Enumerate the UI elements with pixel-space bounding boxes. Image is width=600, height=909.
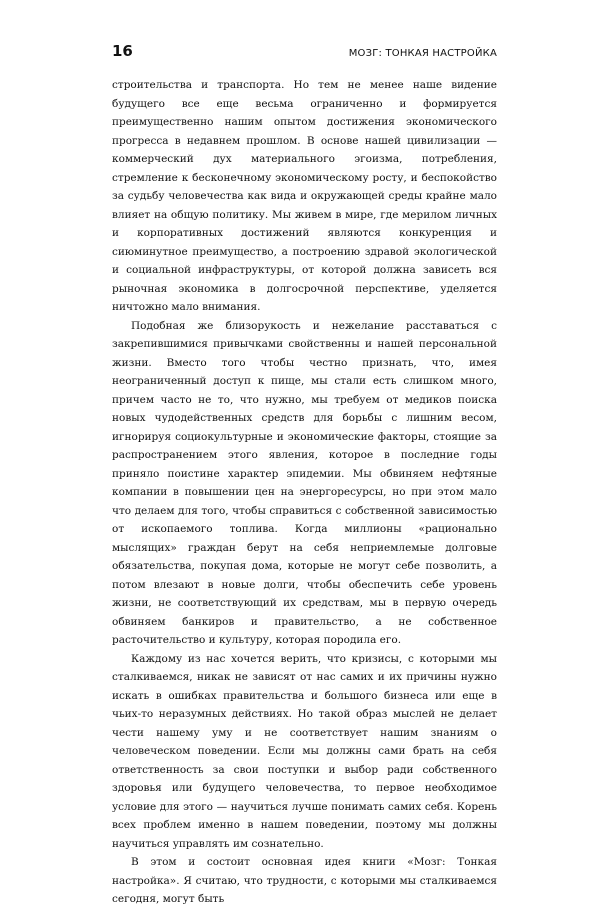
body-text	[112, 76, 497, 909]
paragraph: Подобная же близорукость и нежелание расставаться с закрепившимися привычками свойственны и нашей персональной жизни. Вместо того чтобы честно признать, что, имея неограниченный доступ к пище, мы стали есть слишком много, причем часто не то, что нужно, мы требуем от медиков поиска новых чудодейственных средств для борьбы с лишним весом, игнорируя социокультурные и экономические факторы, стоящие за распространением этого явления, которое в последние годы приняло поистине характер эпидемии. Мы обвиняем нефтяные компании в повышении цен на энергоресурсы, но при этом мало что делаем для того, чтобы справиться с собственной зависимостью от ископаемого топлива. Когда миллионы «рационально мыслящих» граждан берут на себя неприемлемые долговые обязательства, покупая дома, которые не могут себе позволить, а потом влезают в новые долги, чтобы обеспечить себе уровень жизни, не соответствующий их средствам, мы в первую очередь обвиняем банкиров и правительство, а не собственное расточительство и культуру, которая породила его.	[112, 319, 497, 646]
paragraph-continuation: строительства и транспорта. Но тем не менее наше видение будущего все еще весьма ограниченно и формируется преимущественно нашим опытом достижения экономического прогресса в недавнем прошлом. В основе нашей цивилизации — коммерческий дух материального эгоизма, потребления, стремление к бесконечному экономическому росту, и беспокойство за судьбу человечества как вида и окружающей среды крайне мало влияет на общую политику. Мы живем в мире, где мерилом личных и корпоративных достижений являются конкуренция и сиюминутное преимущество, а построению здравой экологической и социальной инфраструктуры, от которой должна зависеть вся рыночная экономика в долгосрочной перспективе, уделяется ничтожно мало внимания.	[112, 79, 497, 313]
paragraph: Каждому из нас хочется верить, что кризисы, с которыми мы сталкиваемся, никак не зависят от нас самих и их причины нужно искать в ошибках правительства и большого бизнеса или еще в чьих-то неразумных действиях. Но такой образ мыслей не делает чести нашему уму и не соответствует нашим знаниям о человеческом поведении. Если мы должны сами брать на себя ответственность за свои поступки и выбор ради собственного здоровья или будущего человечества, то первое необходимое условие для этого — научиться лучше понимать самих себя. Корень всех проблем именно в нашем поведении, поэтому мы должны научиться управлять им сознательно.	[112, 652, 497, 850]
paragraph: В этом и состоит основная идея книги «Мозг: Тонкая настройка». Я считаю, что трудности, с которыми мы сталкиваемся сегодня, могут быть	[112, 856, 497, 905]
running-title: МОЗГ: ТОНКАЯ НАСТРОЙКА	[348, 48, 497, 59]
page-header	[112, 42, 497, 60]
page-number: 16	[112, 42, 133, 60]
